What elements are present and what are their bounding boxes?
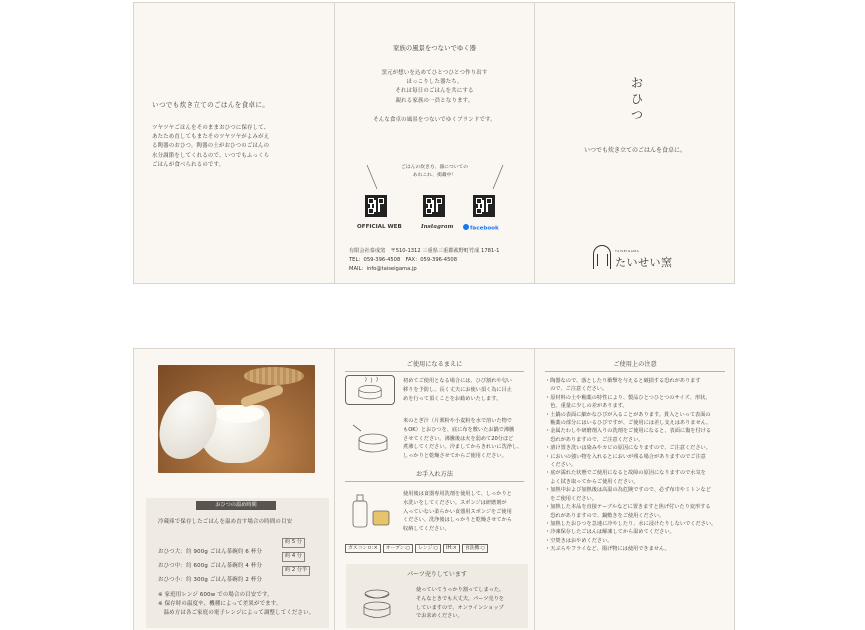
chip-ih: IH:×	[443, 544, 460, 553]
list-item: ください。	[545, 462, 577, 469]
brand-logo: たいせい窯	[615, 256, 673, 269]
list-item: ・底が濡れた状態でご使用になると故障の原因になりますので水気を	[545, 470, 706, 477]
outer-left-panel	[134, 3, 334, 283]
time-row: おひつ小：約 300g ごはん茶碗約 2 杯分 約 2 分半	[158, 566, 323, 585]
time-row: おひつ中：約 600g ごはん茶碗約 4 杯分 約 4 分	[158, 552, 323, 571]
list-item: ・原材料の土や釉薬の特性により、製品ひとつひとつのサイズ、形状、	[545, 394, 711, 401]
care-text: 使用後は食器専用洗剤を使用して、しっかりと 水洗いをしてください。スポンジは研磨剤が 入っていない柔らかい食器用スポンジをご使用 ください。洗浄後はしっかりと乾燥させてから 収納してください。	[403, 491, 512, 533]
list-item: ・金属たわしや研磨剤入りの洗剤をご使用になると、表面に傷を付ける	[545, 428, 712, 435]
before-use-text-2: 米のとぎ汁（片栗粉や小麦粉を水で溶いた物で もOK）とおひつを、底に布を敷いたお鍋で沸騰 させてください。沸騰後は火を弱めて20分ほど 煮沸してください。冷ましてからきれいに洗浄し、 しっかりと乾燥させてからご使用ください。	[403, 418, 523, 460]
chip-microwave: レンジ:○	[415, 544, 441, 553]
list-item: 色、重量に少しの差があります。	[545, 403, 628, 410]
qr-code-web-icon[interactable]	[365, 195, 387, 217]
chip-gas: ガスコンロ:×	[345, 544, 381, 553]
product-name: お	[631, 76, 645, 90]
heating-guide	[146, 498, 329, 628]
official-web-label: OFFICIAL WEB	[357, 224, 402, 230]
kiln-logo-icon	[593, 245, 611, 269]
inner-right-panel	[535, 349, 735, 630]
facebook-label: facebook	[463, 224, 499, 232]
time-row: おひつ大：約 900g ごはん茶碗約 6 杯分 約 5 分	[158, 538, 323, 557]
guide-title: おひつの温め時間	[196, 501, 276, 510]
ohitsu-parts-icon	[358, 584, 396, 622]
qr-code-instagram-icon[interactable]	[423, 195, 445, 217]
outer-middle-panel	[335, 3, 534, 283]
list-item: よく拭き取ってからご使用ください。	[545, 478, 639, 485]
sponge-detergent-icon	[345, 489, 395, 535]
list-item: ・土鍋の表面に細かなひびが入ることがあります。貫入といって表面の	[545, 411, 711, 418]
caution-heading: ご使用上の注意	[613, 361, 657, 368]
inner-left-panel	[134, 349, 334, 630]
list-item: ・陶器なので、落としたり衝撃を与えると破損する恐れがあります	[545, 378, 701, 384]
parts-text: 使っていてうっかり割ってしまった。 そんなときでも大丈夫。パーツ売りを していますので、オンラインショップ でお求めください。	[416, 587, 505, 620]
list-item: 釉薬の部分にはいるひびですが、ご使用には差し支えはありません。	[545, 420, 712, 427]
before-use-text-1: 初めてご使用となる場合には、ひび割れや匂い 移りを予防し、長く丈夫にお使い頂く為に目止 めを行って頂くことをお勧めいたします。	[403, 378, 512, 402]
list-item: 恐れがありますので、鍋敷きをご使用ください。	[545, 512, 665, 519]
appliance-compatibility	[345, 544, 488, 553]
cover-tagline: いつでも炊き立てのごはんを食卓に。	[583, 147, 686, 154]
list-item: ・空焚きはおやめください。	[545, 537, 613, 544]
care-heading: お手入れ方法	[415, 471, 454, 478]
inner-middle-panel	[335, 349, 534, 630]
list-item: ・冷凍保存したごはんは解凍してから温めてください。	[545, 529, 675, 536]
list-item: ・においの強い物を入れるとにおいが残る場合がありますのでご注意	[545, 453, 706, 460]
brochure-inner-sheet	[133, 348, 735, 630]
brand-story: 窯元が想いを込めてひとつひとつ作り出す ほっこりした器たち。 それは毎日のごはんを共にする 親れる家族の一員となります。	[381, 70, 488, 104]
product-photo	[158, 365, 315, 473]
list-item: をご使用ください。	[545, 495, 597, 502]
rice-water-icon	[345, 419, 395, 459]
panel-title: いつでも炊き立てのごはんを食卓に。	[152, 101, 270, 109]
cover-panel	[535, 3, 735, 283]
list-item: ・天ぷらやフライなど、揚げ物には使用できません。	[545, 546, 670, 553]
company-info: 有限会社泰成窯 〒510-1312 三重県三重郡菰野町竹成 1781-1 TEL：059-396-4508 FAX：059-396-4508 MAIL：info@taiseigama.jp	[349, 248, 500, 272]
list-item: ので、ご注意ください。	[545, 386, 608, 393]
brand-line: そんな食卓の風景をつないでゆくブランドです。	[373, 117, 496, 123]
chip-oven: オーブン:○	[383, 544, 414, 553]
product-name-char: つ	[631, 108, 644, 122]
qr-code-facebook-icon[interactable]	[473, 195, 495, 217]
instagram-label: Instagram	[421, 224, 454, 230]
parts-heading: パーツ売りしています	[407, 571, 467, 578]
list-item: ・加熱中および加熱後は高温の為危険ですので、必ず布巾やミトンなど	[545, 487, 711, 494]
facebook-icon	[463, 224, 469, 230]
before-use-heading: ご使用になるまえに	[406, 361, 463, 368]
chip-dishwasher: 食洗機:○	[462, 544, 488, 553]
sns-callout: ごはんの炊き方、器についての あれこれ、掲載中！	[400, 165, 469, 178]
logo-romaji: TAISEIGAMA	[615, 249, 640, 253]
list-item: ・漬け置き洗いは染みやカビの原因になりますので、ご注意ください。	[545, 445, 711, 452]
pot-boiling-icon	[345, 375, 395, 405]
guide-notes: ※ 家庭用レンジ 600w での場合の目安です。 ※ 保存時の温度や、機種によって差異がでます。 温め方は各ご家庭の電子レンジによって調整してください。	[158, 592, 315, 617]
caution-list	[545, 377, 716, 554]
brochure-outer-sheet	[133, 2, 735, 284]
brand-heading: 家族の風景をつないでゆく器	[392, 44, 477, 52]
parts-sale-box	[346, 564, 528, 628]
intro-text: ツヤツヤごはんをそのままおひつに保存して、 あたため直してもまたそのツヤツヤがよみがえ る陶器のおひつ。陶器の土がおひつのごはんの 水分調節をしてくれるので、いつでもふっくら ごはんが食べられるのです。	[152, 125, 270, 168]
list-item: ・加熱したおひつを急速に冷やしたり、水に浸けたりしないでください。	[545, 520, 717, 527]
product-name-char: ひ	[631, 92, 644, 106]
guide-intro: 冷蔵庫で保存したごはんを温め直す場合の時間の目安	[158, 519, 293, 525]
list-item: ・加熱した本品を直接テーブルなどに置きますと焦げ付いたり変形する	[545, 504, 711, 511]
list-item: 恐れがありますので、ご注意ください。	[545, 436, 644, 443]
